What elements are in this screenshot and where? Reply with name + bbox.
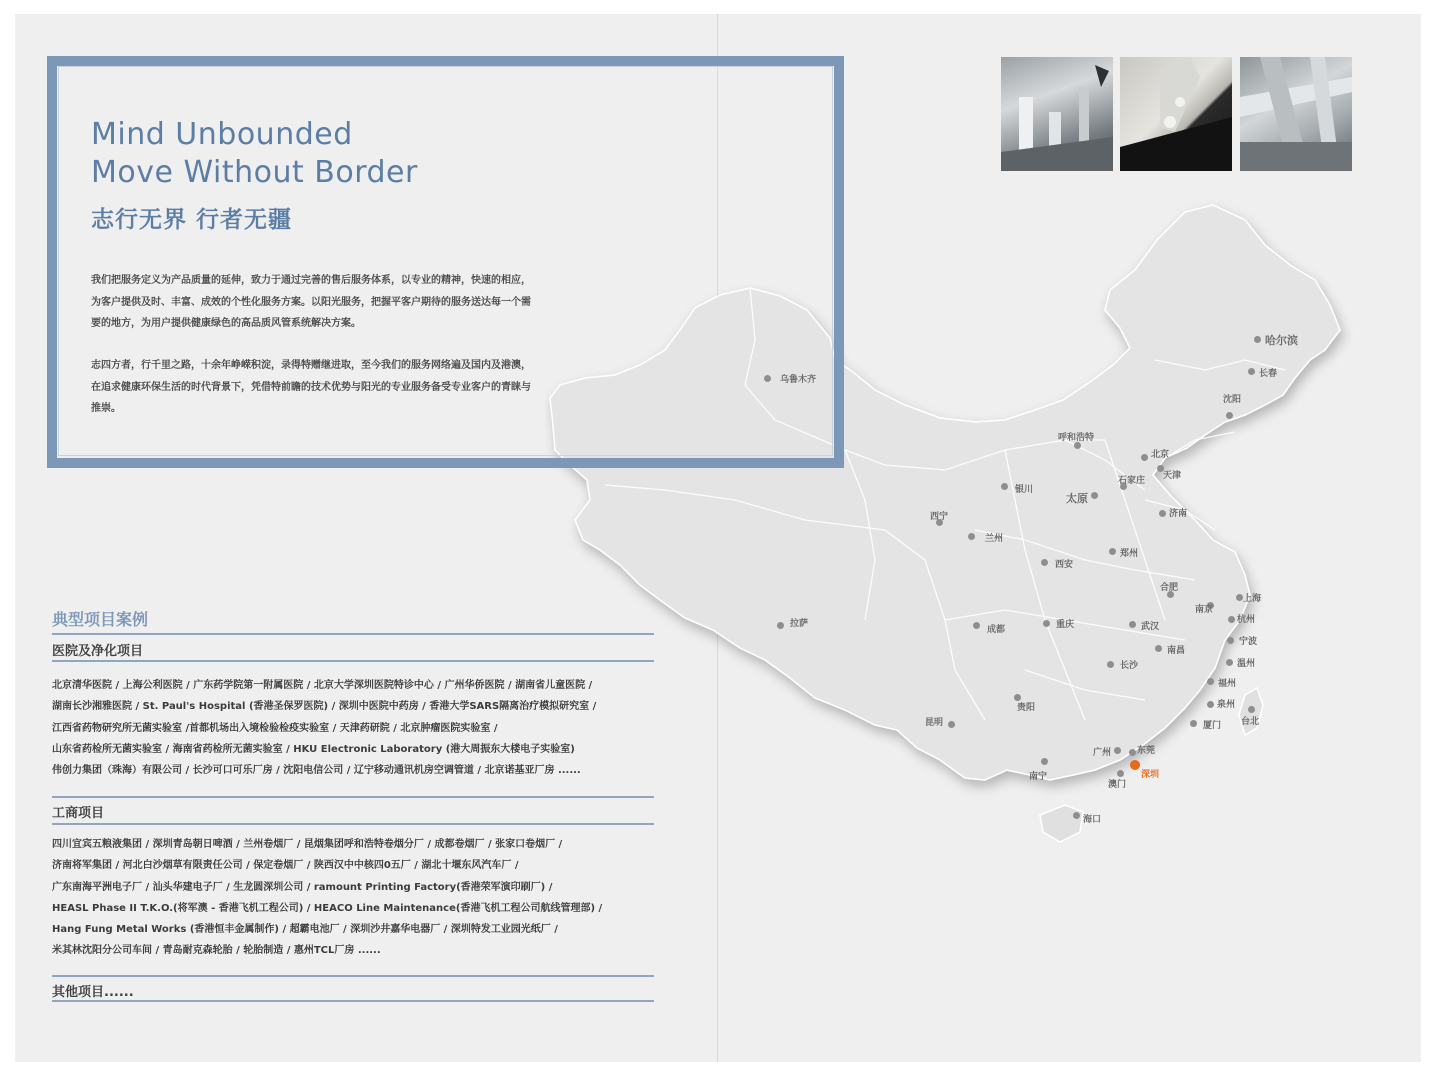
city-label: 沈阳 bbox=[1223, 395, 1242, 405]
list-item: 北京清华医院 / 上海公利医院 / 广东药学院第一附属医院 / 北京大学深圳医院特诊中心 / 广州华侨医院 / 湖南省儿童医院 / bbox=[52, 680, 593, 691]
city-label: 福州 bbox=[1218, 679, 1237, 689]
city-label: 合肥 bbox=[1160, 583, 1179, 593]
list-item: 广东南海平洲电子厂 / 汕头华建电子厂 / 生龙圆深圳公司 / ramount Printing Factory(香港荣军演印刷厂) / bbox=[52, 881, 553, 893]
city-label: 呼和浩特 bbox=[1058, 433, 1095, 443]
city-dot bbox=[973, 622, 980, 629]
list-item: HEASL Phase II T.K.O.(将军澳 - 香港飞机工程公司) / HEACO Line Maintenance(香港飞机工程公司航线管理部) / bbox=[52, 902, 603, 914]
city-dot bbox=[1207, 678, 1214, 685]
city-label: 澳门 bbox=[1108, 780, 1127, 790]
city-label: 重庆 bbox=[1056, 620, 1075, 630]
photo-duct-corner bbox=[1120, 57, 1232, 171]
city-dot bbox=[1114, 747, 1121, 754]
city-dot bbox=[1190, 720, 1197, 727]
city-label: 广州 bbox=[1093, 748, 1112, 758]
city-dot bbox=[1041, 559, 1048, 566]
city-label: 南昌 bbox=[1167, 646, 1186, 656]
list-item: 伟创力集团（珠海）有限公司 / 长沙可口可乐厂房 / 沈阳电信公司 / 辽宁移动通讯机房空调管道 / 北京诺基亚厂房 ...... bbox=[52, 765, 581, 777]
list-item: 山东省药检所无菌实验室 / 海南省药检所无菌实验室 / HKU Electronic Laboratory (港大周振东大楼电子实验室) bbox=[52, 743, 575, 755]
city-label: 贵阳 bbox=[1017, 703, 1036, 713]
title-line-2: Move Without Border bbox=[91, 155, 418, 190]
city-label: 银川 bbox=[1015, 485, 1034, 495]
city-dot bbox=[1073, 812, 1080, 819]
list-item: 米其林沈阳分公司车间 / 青岛耐克森轮胎 / 轮胎制造 / 惠州TCL厂房 ...... bbox=[52, 945, 381, 957]
city-dot bbox=[1129, 749, 1136, 756]
city-label: 东莞 bbox=[1137, 746, 1156, 756]
city-label: 哈尔滨 bbox=[1265, 334, 1298, 347]
city-label: 长沙 bbox=[1120, 661, 1139, 671]
city-label: 天津 bbox=[1163, 471, 1182, 481]
title-english bbox=[91, 116, 551, 192]
city-label: 太原 bbox=[1066, 492, 1088, 505]
city-dot bbox=[1091, 492, 1098, 499]
city-label: 上海 bbox=[1243, 594, 1262, 604]
divider bbox=[52, 633, 654, 635]
city-label: 武汉 bbox=[1141, 622, 1160, 632]
city-label: 南京 bbox=[1195, 605, 1214, 615]
city-dot bbox=[1228, 616, 1235, 623]
title-chinese: 志行无界 行者无疆 bbox=[91, 207, 293, 233]
city-label: 厦门 bbox=[1203, 721, 1222, 731]
divider bbox=[52, 1000, 654, 1002]
city-label: 济南 bbox=[1169, 509, 1188, 519]
group2-heading: 工商项目 bbox=[52, 806, 105, 821]
title-line-1: Mind Unbounded bbox=[91, 117, 353, 152]
city-dot bbox=[1129, 621, 1136, 628]
city-dot bbox=[968, 533, 975, 540]
city-label: 石家庄 bbox=[1118, 476, 1146, 486]
photo-duct-hangers bbox=[1001, 57, 1113, 171]
group1-list bbox=[52, 675, 662, 781]
city-label: 海口 bbox=[1083, 815, 1102, 825]
city-label: 南宁 bbox=[1029, 772, 1048, 782]
city-dot bbox=[1248, 368, 1255, 375]
city-label: 北京 bbox=[1151, 450, 1170, 460]
city-label: 乌鲁木齐 bbox=[780, 375, 817, 385]
intro-paragraph-1: 我们把服务定义为产品质量的延伸，致力于通过完善的售后服务体系，以专业的精神，快速的相应，为客户提供及时、丰富、成效的个性化服务方案。以阳光服务，把握平客户期待的服务送达每一个需要的地方，为用户提供健康绿色的高品质风管系统解决方案。 bbox=[91, 275, 531, 329]
list-item: Hang Fung Metal Works (香港恒丰金属制作) / 超霸电池厂 / 深圳沙井嘉华电器厂 / 深圳特发工业园光纸厂 / bbox=[52, 924, 558, 936]
city-dot bbox=[1254, 336, 1261, 343]
divider bbox=[52, 823, 654, 825]
city-dot-highlight bbox=[1130, 760, 1140, 770]
photo-ceiling-ducts bbox=[1240, 57, 1352, 171]
city-label: 郑州 bbox=[1120, 549, 1139, 559]
list-item: 四川宜宾五粮液集团 / 深圳青岛朝日啤酒 / 兰州卷烟厂 / 昆烟集团呼和浩特卷烟分厂 / 成都卷烟厂 / 张家口卷烟厂 / bbox=[52, 839, 563, 850]
list-item: 江西省药物研究所无菌实验室 /首都机场出入境检验检疫实验室 / 天津药研院 / 北京肿瘤医院实验室 / bbox=[52, 722, 498, 734]
divider bbox=[52, 660, 654, 662]
city-dot bbox=[948, 721, 955, 728]
group2-list bbox=[52, 834, 662, 962]
city-dot bbox=[1155, 645, 1162, 652]
city-dot bbox=[1226, 659, 1233, 666]
group3-heading: 其他项目...... bbox=[52, 985, 134, 1000]
divider bbox=[52, 796, 654, 798]
city-label: 昆明 bbox=[925, 718, 944, 728]
city-label: 宁波 bbox=[1239, 637, 1258, 647]
city-label: 成都 bbox=[987, 625, 1006, 635]
city-dot bbox=[1001, 483, 1008, 490]
city-label: 西安 bbox=[1055, 560, 1074, 570]
city-dot bbox=[1107, 661, 1114, 668]
intro-paragraph-2: 志四方者，行千里之路，十余年峥嵘积淀，录得特赠继进取，至今我们的服务网络遍及国内及港澳，在追求健康环保生活的时代背景下，凭借特前瞻的技术优势与阳光的专业服务备受专业客户的青睐与推崇。 bbox=[91, 360, 531, 414]
city-label: 西宁 bbox=[930, 512, 949, 522]
city-label: 杭州 bbox=[1237, 615, 1256, 625]
city-label: 拉萨 bbox=[790, 619, 809, 629]
city-label: 台北 bbox=[1241, 717, 1260, 727]
list-item: 湖南长沙湘雅医院 / St. Paul's Hospital (香港圣保罗医院) / 深圳中医院中药房 / 香港大学SARS隔离治疗模拟研究室 / bbox=[52, 701, 597, 713]
divider bbox=[52, 975, 654, 977]
group1-heading: 医院及净化项目 bbox=[52, 644, 144, 659]
city-dot bbox=[1227, 637, 1234, 644]
city-dot bbox=[1207, 701, 1214, 708]
city-dot bbox=[1159, 510, 1166, 517]
projects-section-title: 典型项目案例 bbox=[52, 610, 149, 629]
city-dot bbox=[1041, 758, 1048, 765]
city-dot bbox=[1043, 620, 1050, 627]
city-dot bbox=[1248, 706, 1255, 713]
city-dot bbox=[1141, 454, 1148, 461]
list-item: 济南将军集团 / 河北白沙烟草有限责任公司 / 保定卷烟厂 / 陕西汉中中核四0五厂 / 湖北十堰东风汽车厂 / bbox=[52, 860, 519, 872]
city-dot bbox=[1074, 442, 1081, 449]
city-dot bbox=[1226, 412, 1233, 419]
city-dot bbox=[1117, 770, 1124, 777]
city-label: 泉州 bbox=[1217, 700, 1236, 710]
city-label: 兰州 bbox=[985, 534, 1004, 544]
city-label-highlight: 深圳 bbox=[1141, 770, 1160, 780]
city-dot bbox=[1109, 548, 1116, 555]
city-dot bbox=[1236, 594, 1243, 601]
city-label: 温州 bbox=[1237, 659, 1256, 669]
city-dot bbox=[777, 622, 784, 629]
city-label: 长春 bbox=[1259, 369, 1278, 379]
